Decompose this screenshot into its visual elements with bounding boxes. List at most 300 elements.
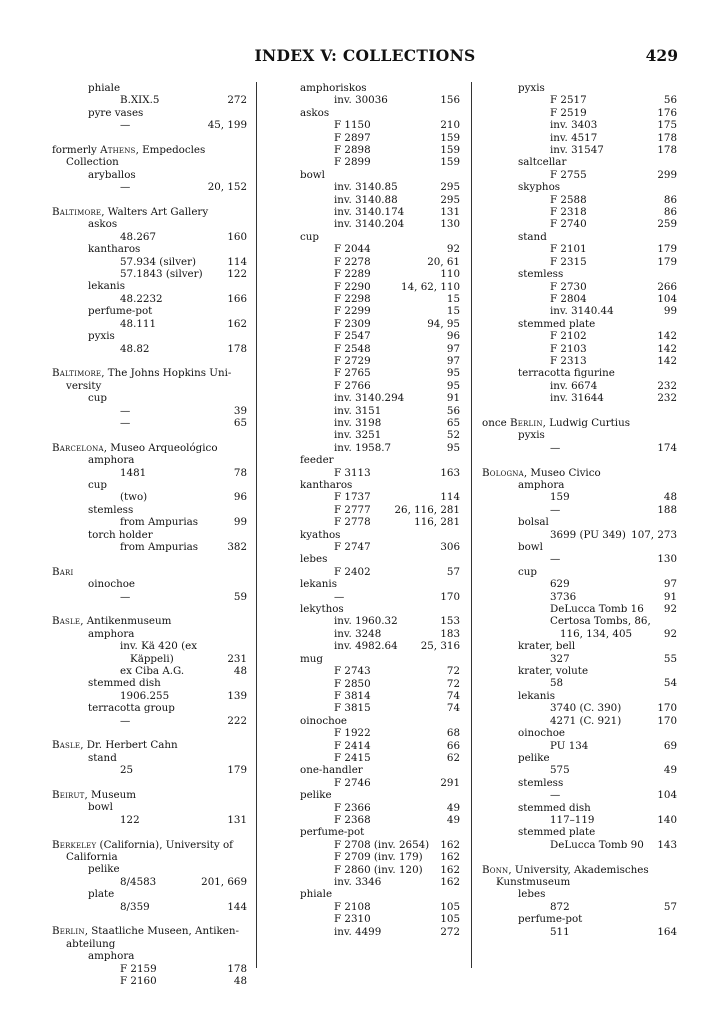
page-reference: 59 bbox=[233, 590, 247, 603]
entry-text: inv. 3403 bbox=[550, 119, 598, 132]
page-reference: 107, 273 bbox=[631, 528, 677, 541]
page-reference: 48 bbox=[233, 665, 247, 677]
page-reference: 104 bbox=[657, 789, 677, 802]
entry-text: F 2102 bbox=[550, 330, 587, 343]
page-reference: 94, 95 bbox=[427, 317, 460, 330]
catalogue-entry bbox=[300, 678, 460, 690]
shape-heading bbox=[482, 615, 677, 627]
shape-heading bbox=[482, 181, 677, 193]
catalogue-entry bbox=[300, 132, 460, 144]
shape-heading bbox=[300, 169, 460, 181]
entry-text: DeLucca Tomb 16 bbox=[550, 603, 644, 616]
entry-text: F 2747 bbox=[334, 541, 371, 554]
page-reference: 56 bbox=[663, 94, 677, 107]
page-reference: 54 bbox=[663, 677, 677, 690]
page-reference: 96 bbox=[446, 330, 460, 343]
shape-heading bbox=[52, 169, 247, 181]
page-reference: 162 bbox=[227, 317, 247, 330]
entry-text: amphora bbox=[518, 478, 565, 491]
catalogue-entry bbox=[300, 876, 460, 888]
page-reference: 20, 152 bbox=[207, 181, 247, 194]
entry-text: pyre vases bbox=[88, 106, 144, 119]
catalogue-entry bbox=[482, 491, 677, 503]
page-reference: 178 bbox=[227, 342, 247, 355]
entry-text: F 2309 bbox=[334, 317, 371, 330]
entry-text: Käppeli) bbox=[130, 652, 174, 665]
entry-text: F 3814 bbox=[334, 689, 371, 702]
entry-text: F 2755 bbox=[550, 168, 587, 181]
catalogue-entry bbox=[300, 864, 460, 876]
entry-text: 116, 134, 405 bbox=[560, 627, 633, 640]
page-reference: 15 bbox=[446, 305, 460, 318]
collection-heading bbox=[52, 566, 247, 578]
catalogue-entry bbox=[52, 715, 247, 727]
entry-text: F 1922 bbox=[334, 727, 371, 740]
entry-text: F 2318 bbox=[550, 206, 587, 219]
catalogue-entry bbox=[52, 405, 247, 417]
page-reference: 159 bbox=[440, 144, 460, 157]
entry-text: — bbox=[120, 714, 131, 727]
catalogue-entry bbox=[52, 268, 247, 280]
entry-text: F 2415 bbox=[334, 751, 371, 764]
entry-text: inv. 3140.174 bbox=[334, 206, 405, 219]
index-column-middle bbox=[300, 82, 460, 938]
catalogue-entry bbox=[482, 194, 677, 206]
page-reference: 92 bbox=[663, 627, 677, 640]
entry-text: F 2278 bbox=[334, 255, 371, 268]
entry-text: — bbox=[550, 789, 561, 802]
shape-heading bbox=[300, 888, 460, 900]
entry-text: pyxis bbox=[88, 330, 115, 343]
page-reference: 131 bbox=[440, 206, 460, 219]
entry-text: 57.1843 (silver) bbox=[120, 268, 203, 281]
page-reference: 66 bbox=[446, 739, 460, 752]
page-reference: 74 bbox=[446, 689, 460, 702]
page-title: INDEX V: COLLECTIONS bbox=[254, 46, 476, 65]
shape-heading bbox=[300, 553, 460, 565]
entry-text: 48.2232 bbox=[120, 292, 163, 305]
page-reference: 14, 62, 110 bbox=[401, 280, 460, 293]
entry-text: stand bbox=[88, 751, 117, 764]
page-reference: 156 bbox=[440, 94, 460, 107]
shape-heading bbox=[482, 727, 677, 739]
catalogue-entry bbox=[300, 541, 460, 553]
entry-text: inv. 6674 bbox=[550, 379, 598, 392]
shape-heading bbox=[52, 218, 247, 230]
entry-spacer bbox=[52, 913, 247, 925]
catalogue-entry bbox=[482, 355, 677, 367]
shape-heading bbox=[482, 913, 677, 925]
shape-heading bbox=[482, 367, 677, 379]
shape-heading bbox=[482, 802, 677, 814]
entry-text: F 1150 bbox=[334, 119, 371, 132]
shape-heading bbox=[52, 82, 247, 94]
catalogue-entry bbox=[52, 665, 247, 677]
shape-heading bbox=[482, 231, 677, 243]
catalogue-entry bbox=[482, 901, 677, 913]
catalogue-entry bbox=[482, 305, 677, 317]
catalogue-entry bbox=[300, 392, 460, 404]
entry-text: cup bbox=[88, 478, 107, 491]
entry-text: F 2777 bbox=[334, 503, 371, 516]
entry-text: F 2730 bbox=[550, 280, 587, 293]
catalogue-entry bbox=[52, 901, 247, 913]
entry-text: cup bbox=[300, 230, 319, 243]
entry-text: 25 bbox=[120, 764, 134, 777]
collection-city: Beirut bbox=[52, 789, 85, 802]
entry-spacer bbox=[482, 405, 677, 417]
catalogue-entry bbox=[482, 380, 677, 392]
shape-heading bbox=[482, 566, 677, 578]
collection-heading-cont bbox=[52, 156, 247, 168]
entry-text: F 2709 (inv. 179) bbox=[334, 851, 423, 864]
page-reference: 39 bbox=[233, 404, 247, 417]
catalogue-entry bbox=[52, 231, 247, 243]
entry-text: F 2103 bbox=[550, 342, 587, 355]
shape-heading bbox=[52, 529, 247, 541]
entry-text: F 2860 (inv. 120) bbox=[334, 863, 423, 876]
entry-spacer bbox=[52, 355, 247, 367]
entry-text: 58 bbox=[550, 677, 564, 690]
catalogue-entry bbox=[300, 628, 460, 640]
page-reference: 139 bbox=[227, 689, 247, 702]
page-reference: 222 bbox=[227, 714, 247, 727]
page-reference: 210 bbox=[440, 119, 460, 132]
entry-text: — bbox=[120, 404, 131, 417]
entry-text: inv. 3140.44 bbox=[550, 305, 614, 318]
catalogue-entry bbox=[52, 467, 247, 479]
catalogue-entry bbox=[300, 777, 460, 789]
page-reference: 159 bbox=[440, 131, 460, 144]
page-reference: 72 bbox=[446, 665, 460, 678]
page-reference: 170 bbox=[657, 702, 677, 715]
entry-text: B.XIX.5 bbox=[120, 94, 160, 107]
catalogue-entry bbox=[482, 243, 677, 255]
page-reference: 78 bbox=[233, 466, 247, 479]
catalogue-entry bbox=[300, 305, 460, 317]
page-reference: 178 bbox=[657, 144, 677, 157]
page-reference: 105 bbox=[440, 900, 460, 913]
entry-text: stemless bbox=[88, 503, 134, 516]
entry-text: 8/4583 bbox=[120, 875, 157, 888]
page-reference: 91 bbox=[446, 392, 460, 405]
page-reference: 153 bbox=[440, 615, 460, 628]
entry-text: krater, bell bbox=[518, 640, 576, 653]
entry-text: inv. 3140.88 bbox=[334, 193, 398, 206]
page-reference: 95 bbox=[446, 379, 460, 392]
entry-text: — bbox=[550, 553, 561, 566]
page-reference: 65 bbox=[233, 416, 247, 429]
entry-text: terracotta group bbox=[88, 702, 175, 715]
page-reference: 170 bbox=[657, 714, 677, 727]
shape-heading bbox=[300, 107, 460, 119]
entry-text: ex Ciba A.G. bbox=[120, 665, 185, 677]
entry-text: bowl bbox=[518, 541, 543, 553]
collection-name: , Museum bbox=[84, 789, 136, 802]
shape-heading bbox=[482, 516, 677, 528]
collection-heading bbox=[52, 615, 247, 627]
catalogue-entry bbox=[482, 677, 677, 689]
shape-heading bbox=[52, 578, 247, 590]
shape-heading bbox=[52, 628, 247, 640]
entry-text: F 2898 bbox=[334, 144, 371, 157]
entry-text: feeder bbox=[300, 454, 334, 467]
shape-heading bbox=[300, 479, 460, 491]
catalogue-entry bbox=[300, 504, 460, 516]
collection-city: Basle bbox=[52, 615, 81, 628]
entry-text: krater, volute bbox=[518, 665, 589, 678]
entry-text: inv. 4982.64 bbox=[334, 640, 398, 653]
entry-text: F 2315 bbox=[550, 255, 587, 268]
entry-text: F 2101 bbox=[550, 243, 587, 256]
entry-text: F 2547 bbox=[334, 330, 371, 343]
catalogue-entry bbox=[300, 740, 460, 752]
page-reference: 62 bbox=[446, 751, 460, 764]
entry-text: F 2108 bbox=[334, 900, 371, 913]
page-reference: 130 bbox=[440, 218, 460, 231]
catalogue-entry bbox=[300, 181, 460, 193]
entry-text: skyphos bbox=[518, 181, 561, 194]
entry-text: plate bbox=[88, 888, 115, 901]
page-reference: 142 bbox=[657, 342, 677, 355]
shape-heading bbox=[482, 429, 677, 441]
page-reference: 162 bbox=[440, 876, 460, 888]
entry-text: F 2746 bbox=[334, 776, 371, 789]
entry-text: perfume-pot bbox=[88, 305, 153, 318]
shape-heading bbox=[482, 82, 677, 94]
entry-text: amphoriskos bbox=[300, 82, 367, 94]
catalogue-entry bbox=[482, 144, 677, 156]
entry-text: inv. Kä 420 (ex bbox=[120, 640, 198, 653]
entry-text: F 2313 bbox=[550, 354, 587, 367]
shape-heading bbox=[300, 826, 460, 838]
entry-text: oinochoe bbox=[518, 727, 566, 740]
page-reference: 91 bbox=[663, 590, 677, 603]
catalogue-entry bbox=[300, 256, 460, 268]
shape-heading bbox=[52, 863, 247, 875]
page-reference: 95 bbox=[446, 441, 460, 454]
collection-prefix: once bbox=[482, 416, 510, 429]
entry-text: pelike bbox=[88, 863, 120, 876]
catalogue-entry bbox=[482, 591, 677, 603]
entry-text: kyathos bbox=[300, 528, 341, 541]
catalogue-entry bbox=[300, 94, 460, 106]
entry-text: 575 bbox=[550, 764, 570, 777]
collection-heading bbox=[52, 739, 247, 751]
entry-text: F 2708 (inv. 2654) bbox=[334, 838, 430, 851]
shape-heading bbox=[300, 764, 460, 776]
shape-heading bbox=[300, 603, 460, 615]
page-reference: 48 bbox=[233, 975, 247, 988]
catalogue-entry bbox=[482, 132, 677, 144]
entry-spacer bbox=[52, 777, 247, 789]
catalogue-entry bbox=[482, 553, 677, 565]
page-reference: 162 bbox=[440, 838, 460, 851]
catalogue-entry bbox=[482, 926, 677, 938]
page-reference: 266 bbox=[657, 280, 677, 293]
page-reference: 143 bbox=[657, 838, 677, 851]
entry-spacer bbox=[52, 194, 247, 206]
entry-text: F 2290 bbox=[334, 280, 371, 293]
page-reference: 188 bbox=[657, 503, 677, 516]
collection-heading-cont bbox=[52, 938, 247, 950]
entry-text: — bbox=[550, 503, 561, 516]
page-reference: 97 bbox=[446, 354, 460, 367]
entry-text: DeLucca Tomb 90 bbox=[550, 838, 644, 851]
shape-heading bbox=[300, 653, 460, 665]
catalogue-entry bbox=[482, 702, 677, 714]
catalogue-entry bbox=[300, 218, 460, 230]
collection-city: Bologna bbox=[482, 466, 524, 479]
entry-text: Collection bbox=[66, 156, 119, 169]
entry-text: inv. 3251 bbox=[334, 429, 382, 442]
page-reference: 231 bbox=[227, 652, 247, 665]
entry-text: F 2588 bbox=[550, 193, 587, 206]
catalogue-entry bbox=[482, 814, 677, 826]
entry-text: F 2766 bbox=[334, 379, 371, 392]
page-reference: 299 bbox=[657, 168, 677, 181]
entry-text: inv. 31547 bbox=[550, 144, 604, 157]
shape-heading bbox=[482, 888, 677, 900]
entry-text: bowl bbox=[300, 168, 325, 181]
entry-text: 4271 (C. 921) bbox=[550, 714, 622, 727]
collection-heading bbox=[52, 367, 247, 379]
collection-city: Berlin bbox=[509, 416, 543, 429]
entry-text: stemless bbox=[518, 268, 564, 281]
shape-heading bbox=[482, 156, 677, 168]
entry-text: 48.111 bbox=[120, 317, 157, 330]
entry-text: F 3815 bbox=[334, 702, 371, 715]
catalogue-entry bbox=[300, 752, 460, 764]
entry-text: stemmed plate bbox=[518, 826, 596, 839]
entry-text: askos bbox=[88, 218, 118, 231]
catalogue-entry bbox=[52, 963, 247, 975]
collection-heading bbox=[482, 864, 677, 876]
entry-text: — bbox=[334, 590, 345, 603]
catalogue-entry bbox=[52, 690, 247, 702]
entry-text: 872 bbox=[550, 900, 570, 913]
entry-text: bolsal bbox=[518, 516, 549, 529]
shape-heading bbox=[52, 392, 247, 404]
shape-heading bbox=[482, 640, 677, 652]
index-column-left bbox=[52, 82, 247, 988]
catalogue-entry bbox=[52, 181, 247, 193]
catalogue-entry bbox=[300, 144, 460, 156]
entry-text: inv. 3140.204 bbox=[334, 218, 405, 231]
entry-text: inv. 30036 bbox=[334, 94, 388, 107]
shape-heading bbox=[52, 280, 247, 292]
page-number: 429 bbox=[645, 46, 678, 65]
page-reference: 183 bbox=[440, 627, 460, 640]
catalogue-entry bbox=[300, 293, 460, 305]
collection-heading bbox=[52, 442, 247, 454]
collection-city: Bari bbox=[52, 565, 74, 578]
collection-heading bbox=[482, 417, 677, 429]
entry-text: inv. 4517 bbox=[550, 131, 598, 144]
catalogue-entry bbox=[300, 491, 460, 503]
page-reference: 160 bbox=[227, 230, 247, 243]
entry-text: amphora bbox=[88, 950, 135, 963]
catalogue-entry bbox=[52, 764, 247, 776]
entry-text: F 2366 bbox=[334, 801, 371, 814]
page-reference: 110 bbox=[440, 268, 460, 281]
entry-text: (two) bbox=[120, 491, 148, 504]
catalogue-entry bbox=[52, 256, 247, 268]
shape-heading bbox=[52, 702, 247, 714]
column-divider bbox=[256, 82, 257, 968]
page-reference: 49 bbox=[446, 801, 460, 814]
entry-text: F 2299 bbox=[334, 305, 371, 318]
entry-text: from Ampurias bbox=[120, 540, 199, 553]
entry-text: lebes bbox=[518, 888, 546, 901]
shape-heading bbox=[482, 777, 677, 789]
entry-text: inv. 3140.294 bbox=[334, 392, 405, 405]
entry-text: amphora bbox=[88, 454, 135, 467]
entry-text: 1906.255 bbox=[120, 689, 170, 702]
collection-city: Baltimore bbox=[52, 206, 102, 219]
entry-text: F 2402 bbox=[334, 565, 371, 578]
entry-text: 629 bbox=[550, 578, 570, 591]
entry-text: one-handler bbox=[300, 764, 363, 777]
shape-heading bbox=[300, 715, 460, 727]
entry-text: 48.82 bbox=[120, 342, 150, 355]
page-reference: 382 bbox=[227, 540, 247, 553]
catalogue-entry bbox=[482, 653, 677, 665]
shape-heading bbox=[52, 950, 247, 962]
catalogue-entry bbox=[300, 355, 460, 367]
catalogue-entry bbox=[52, 653, 247, 665]
shape-heading bbox=[52, 504, 247, 516]
entry-text: F 2519 bbox=[550, 106, 587, 119]
catalogue-entry bbox=[300, 665, 460, 677]
page-reference: 178 bbox=[657, 131, 677, 144]
shape-heading bbox=[52, 330, 247, 342]
entry-text: lekanis bbox=[300, 578, 337, 591]
entry-text: F 2899 bbox=[334, 156, 371, 169]
collection-name: , Staatliche Museen, Antiken- bbox=[84, 925, 239, 938]
catalogue-entry bbox=[52, 343, 247, 355]
catalogue-entry bbox=[482, 628, 677, 640]
catalogue-entry bbox=[300, 467, 460, 479]
catalogue-entry bbox=[52, 516, 247, 528]
collection-name: , Antikenmuseum bbox=[80, 615, 172, 628]
entry-text: F 2298 bbox=[334, 292, 371, 305]
catalogue-entry bbox=[482, 256, 677, 268]
page-reference: 176 bbox=[657, 106, 677, 119]
entry-text: saltcellar bbox=[518, 156, 567, 169]
page-reference: 114 bbox=[440, 491, 460, 504]
catalogue-entry bbox=[482, 764, 677, 776]
entry-text: F 2778 bbox=[334, 516, 371, 529]
catalogue-entry bbox=[52, 591, 247, 603]
page-reference: 179 bbox=[657, 255, 677, 268]
collection-heading bbox=[52, 839, 247, 851]
page-reference: 144 bbox=[227, 900, 247, 913]
catalogue-entry bbox=[300, 640, 460, 652]
page-reference: 164 bbox=[657, 925, 677, 938]
shape-heading bbox=[300, 82, 460, 94]
page-reference: 175 bbox=[657, 119, 677, 132]
catalogue-entry bbox=[300, 926, 460, 938]
catalogue-entry bbox=[300, 156, 460, 168]
shape-heading bbox=[482, 665, 677, 677]
shape-heading bbox=[300, 529, 460, 541]
collection-heading-cont bbox=[52, 380, 247, 392]
entry-text: 159 bbox=[550, 491, 570, 504]
page-reference: 45, 199 bbox=[207, 119, 247, 132]
entry-text: askos bbox=[300, 106, 330, 119]
page-reference: 48 bbox=[663, 491, 677, 504]
